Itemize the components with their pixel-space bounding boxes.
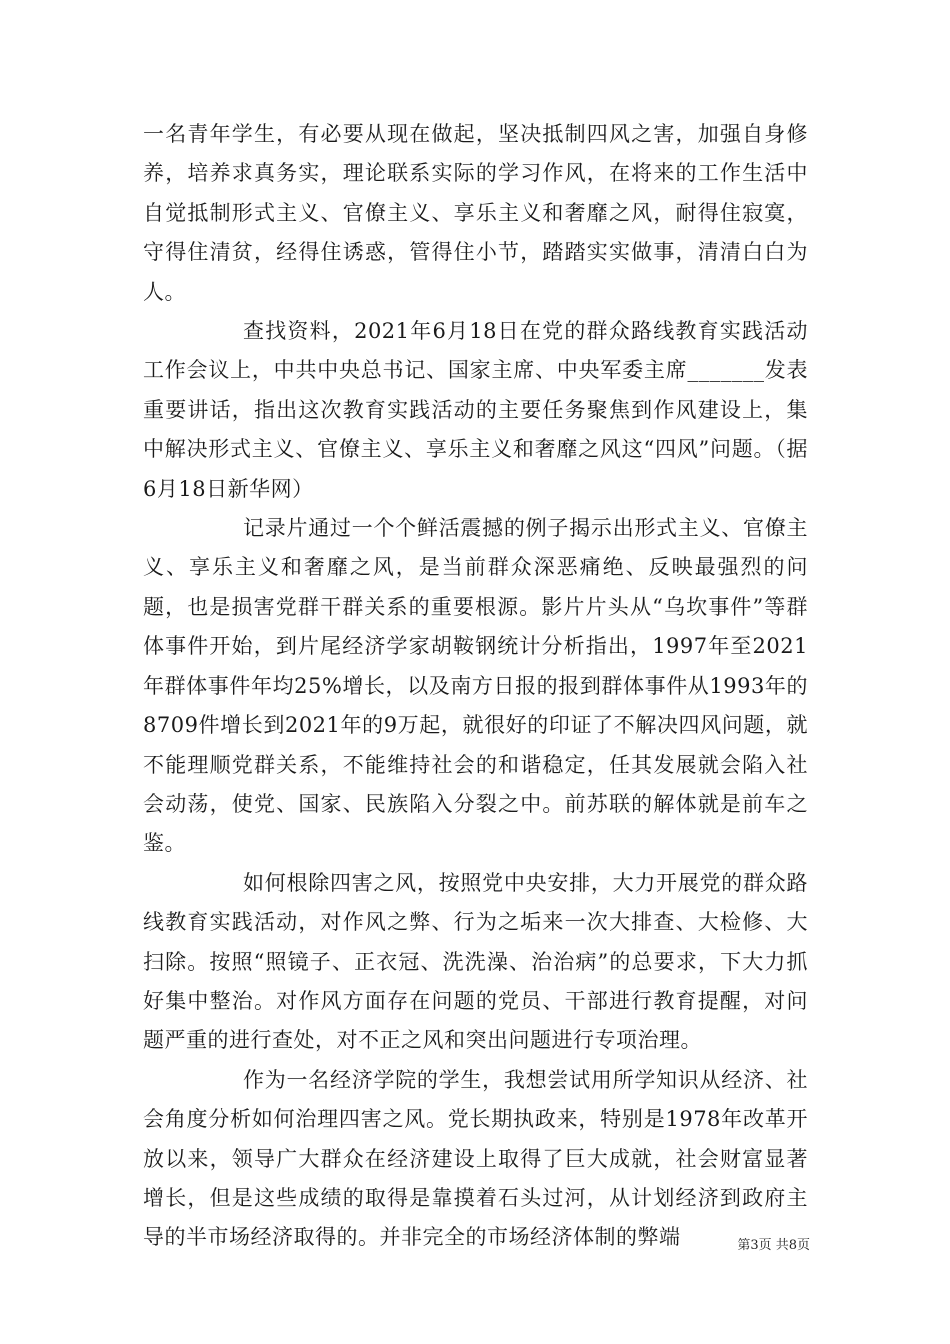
document-body [143,115,808,1258]
paragraph-remedy: 如何根除四害之风，按照党中央安排，大力开展党的群众路线教育实践活动，对作风之弊、行为之垢来一次大排查、大检修、大扫除。按照“照镜子、正衣冠、洗洗澡、治治病”的总要求，下大力抓好集中整治。对作风方面存在问题的党员、干部进行教育提醒，对问题严重的进行查处，对不正之风和突出问题进行专项治理。 [143,870,808,1053]
page-number-footer: 第3页 共8页 [737,1238,810,1253]
paragraph-economic-analysis: 作为一名经济学院的学生，我想尝试用所学知识从经济、社会角度分析如何治理四害之风。党长期执政来，特别是1978年改革开放以来，领导广大群众在经济建设上取得了巨大成就，社会财富显著增长，但是这些成绩的取得是靠摸着石头过河，从计划经济到政府主导的半市场经济取得的。并非完全的市场经济体制的弊端 [143,1067,808,1250]
paragraph-documentary: 记录片通过一个个鲜活震撼的例子揭示出形式主义、官僚主义、享乐主义和奢靡之风，是当前群众深恶痛绝、反映最强烈的问题，也是损害党群干群关系的重要根源。影片片头从“乌坎事件”等群体事件开始，到片尾经济学家胡鞍钢统计分析指出，1997年至2021年群体事件年均25%增长，以及南方日报的报到群体事件从1993年的8709件增长到2021年的9万起，就很好的印证了不解决四风问题，就不能理顺党群关系，不能维持社会的和谐稳定，任其发展就会陷入社会动荡，使党、国家、民族陷入分裂之中。前苏联的解体就是前车之鉴。 [143,516,808,856]
paragraph-continued: 一名青年学生，有必要从现在做起，坚决抵制四风之害，加强自身修养，培养求真务实，理论联系实际的学习作风，在将来的工作生活中自觉抵制形式主义、官僚主义、享乐主义和奢靡之风，耐得住寂寞，守得住清贫，经得住诱惑，管得住小节，踏踏实实做事，清清白白为人。 [143,122,808,304]
paragraph-research-note: 查找资料，2021年6月18日在党的群众路线教育实践活动工作会议上，中共中央总书记、国家主席、中央军委主席_______发表重要讲话，指出这次教育实践活动的主要任务聚焦到作风建设上，集中解决形式主义、官僚主义、享乐主义和奢靡之风这“四风”问题。（据6月18日新华网） [143,319,808,501]
